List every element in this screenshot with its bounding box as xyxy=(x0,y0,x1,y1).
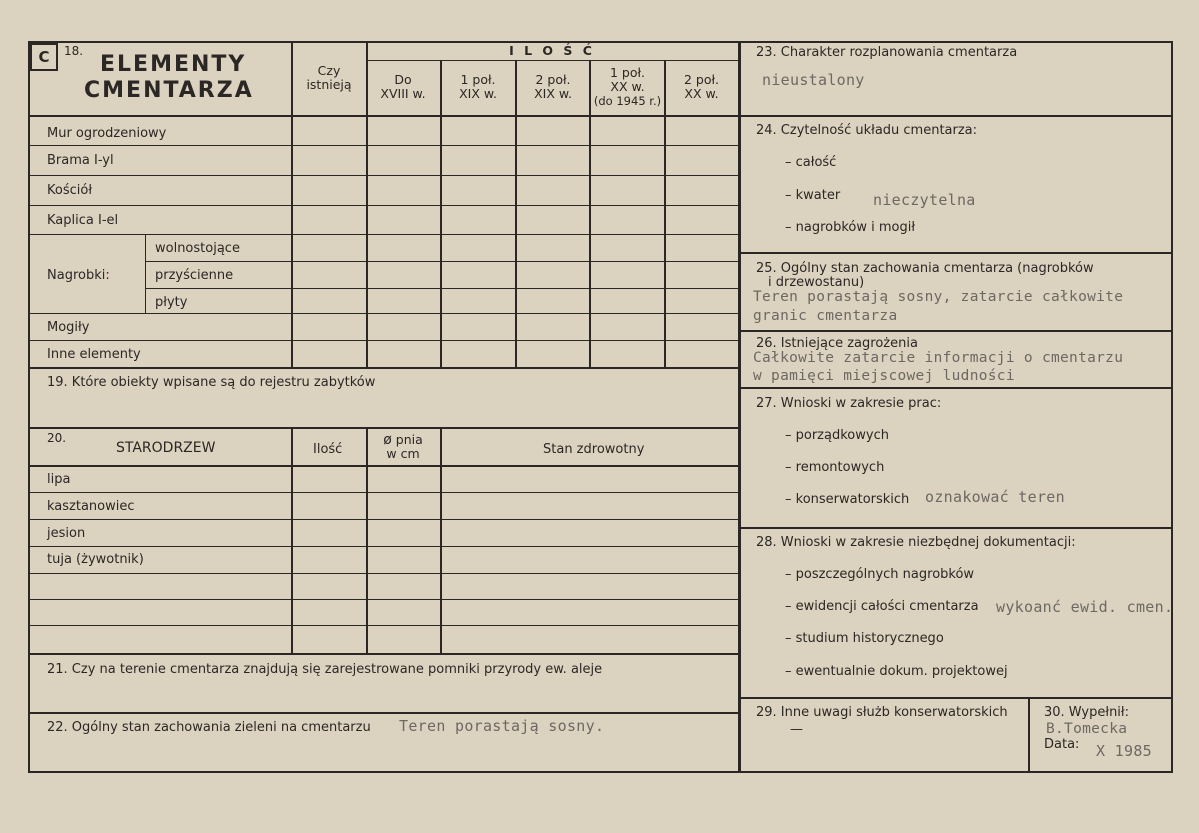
sec26-bottom xyxy=(740,387,1173,389)
tree-row-line xyxy=(30,625,738,626)
sec18-bottom xyxy=(28,367,739,369)
vline-p2 xyxy=(515,60,517,368)
sec18-row-label: Brama I-yl xyxy=(47,153,114,168)
period-col-2: 1 poł. XIX w. xyxy=(459,72,497,101)
period-col-3: 2 poł. XIX w. xyxy=(534,72,572,101)
sec24-kwater-value: nieczytelna xyxy=(873,191,976,209)
sec20-number: 20. xyxy=(47,431,67,445)
sec20-col-health: Stan zdrowotny xyxy=(543,442,645,457)
row-line xyxy=(30,313,738,314)
sec24-label: 24. Czytelność układu cmentarza: xyxy=(756,123,978,138)
sec22-value: Teren porastają sosny. xyxy=(399,717,605,735)
col-exists-line2: istnieją xyxy=(306,77,352,92)
sec30-date-value: X 1985 xyxy=(1096,742,1152,760)
sec19-label: 19. Które obiekty wpisane są do rejestru zabytków xyxy=(47,375,376,390)
sec20-vline-1 xyxy=(291,429,293,654)
sec21-bottom xyxy=(28,712,739,714)
nagrobki-vline xyxy=(145,234,146,313)
sec29-30-divider xyxy=(1028,697,1030,773)
diameter-symbol: ø xyxy=(383,432,392,448)
sec20-col-diam: ø pnia w cm xyxy=(383,432,423,461)
sec26-label: 26. Istniejące zagrożenia xyxy=(756,336,918,351)
ilosc-underline xyxy=(366,60,738,61)
sec27-bottom xyxy=(740,527,1173,529)
sec28-item: – studium historycznego xyxy=(785,631,944,646)
sec25-label-2: i drzewostanu) xyxy=(768,275,865,290)
ilosc-header: I L O Ś Ć xyxy=(509,43,595,58)
sec18-header-bottom xyxy=(28,115,739,117)
period-col-5: 2 poł. XX w. xyxy=(683,72,720,101)
sec18-title-line2: CMENTARZA xyxy=(84,78,254,103)
nagrobki-label: Nagrobki: xyxy=(47,268,110,283)
section-letter-box: C xyxy=(30,43,58,71)
sec27-item: – konserwatorskich xyxy=(785,492,910,507)
tree-row-label: kasztanowiec xyxy=(47,499,135,514)
sec23-bottom xyxy=(740,115,1173,117)
sec28-label: 28. Wnioski w zakresie niezbędnej dokumentacji: xyxy=(756,535,1076,550)
sec25-label-1: 25. Ogólny stan zachowania cmentarza (nagrobków xyxy=(756,261,1094,276)
sec21-label: 21. Czy na terenie cmentarza znajdują się zarejestrowane pomniki przyrody ew. aleje xyxy=(47,662,603,677)
sec28-item: – poszczególnych nagrobków xyxy=(785,567,975,582)
center-divider xyxy=(738,41,741,773)
tree-row-label: tuja (żywotnik) xyxy=(47,552,144,567)
sec29-label: 29. Inne uwagi służb konserwatorskich xyxy=(756,705,1008,720)
sec24-item: – całość xyxy=(785,155,837,170)
sec27-label: 27. Wnioski w zakresie prac: xyxy=(756,396,942,411)
sec20-vline-3 xyxy=(440,429,442,654)
vline-p1 xyxy=(440,60,442,368)
col-exists-line1: Czy xyxy=(317,63,341,78)
sec18-row-label: Mogiły xyxy=(47,320,90,335)
sec29-value: — xyxy=(790,722,803,737)
sec19-bottom xyxy=(28,427,739,429)
sec28-ewid-value: wykoanć ewid. cmen. xyxy=(996,598,1174,616)
sec26-value-1: Całkowite zatarcie informacji o cmentarzu xyxy=(753,350,1124,366)
sec24-item: – kwater xyxy=(785,188,841,203)
sec26-value-2: w pamięci miejscowej ludności xyxy=(753,368,1015,384)
row-line xyxy=(30,340,738,341)
sec27-konserw-value: oznakować teren xyxy=(925,488,1065,506)
sec20-header-bottom xyxy=(28,465,739,467)
frame-right xyxy=(1171,41,1173,773)
sec20-bottom xyxy=(28,653,739,655)
sec23-label: 23. Charakter rozplanowania cmentarza xyxy=(756,45,1018,60)
vline-p4 xyxy=(664,60,666,368)
frame-left xyxy=(28,41,30,773)
sec25-value-1: Teren porastają sosny, zatarcie całkowite xyxy=(753,289,1124,305)
nagrobki-sub-label: wolnostojące xyxy=(155,241,240,256)
sec28-bottom xyxy=(740,697,1173,699)
sec30-date-label: Data: xyxy=(1044,737,1080,752)
sec20-title: STARODRZEW xyxy=(116,440,216,456)
sec18-row-label: Mur ogrodzeniowy xyxy=(47,126,167,141)
nagrobki-sub-label: płyty xyxy=(155,295,188,310)
row-line xyxy=(146,288,738,289)
sec25-bottom xyxy=(740,330,1173,332)
sec28-item: – ewidencji całości cmentarza xyxy=(785,599,979,614)
vline-p3 xyxy=(589,60,591,368)
row-line xyxy=(30,145,738,146)
sec30-value: B.Tomecka xyxy=(1046,721,1128,737)
sec18-row-label: Kościół xyxy=(47,183,93,198)
sec18-title-line1: ELEMENTY xyxy=(100,52,247,77)
period-col-1: Do XVIII w. xyxy=(380,72,426,101)
tree-row-line xyxy=(30,546,738,547)
period-col-4: 1 poł. XX w. (do 1945 r.) xyxy=(593,65,662,108)
sec24-bottom xyxy=(740,252,1173,254)
row-line xyxy=(30,234,738,235)
sec24-item: – nagrobków i mogił xyxy=(785,220,916,235)
frame-top xyxy=(28,41,1173,43)
tree-row-line xyxy=(30,492,738,493)
tree-row-line xyxy=(30,599,738,600)
sec22-label: 22. Ogólny stan zachowania zieleni na cmentarzu xyxy=(47,720,371,735)
sec28-item: – ewentualnie dokum. projektowej xyxy=(785,664,1008,679)
sec20-col-qty: Ilość xyxy=(313,442,343,457)
sec18-number: 18. xyxy=(64,44,84,58)
sec18-row-label: Inne elementy xyxy=(47,347,141,362)
row-line xyxy=(30,175,738,176)
row-line xyxy=(30,205,738,206)
nagrobki-sub-label: przyścienne xyxy=(155,268,234,283)
sec23-value: nieustalony xyxy=(762,71,865,89)
sec25-value-2: granic cmentarza xyxy=(753,308,898,324)
sec27-item: – porządkowych xyxy=(785,428,889,443)
row-line xyxy=(146,261,738,262)
tree-row-label: lipa xyxy=(47,472,71,487)
sec20-vline-2 xyxy=(366,429,368,654)
col-exists-header xyxy=(292,64,366,92)
sec18-row-label: Kaplica I-el xyxy=(47,213,119,228)
frame-bottom xyxy=(28,771,1173,773)
tree-row-line xyxy=(30,573,738,574)
sec27-item: – remontowych xyxy=(785,460,885,475)
tree-row-label: jesion xyxy=(47,526,86,541)
tree-row-line xyxy=(30,519,738,520)
sec30-label: 30. Wypełnił: xyxy=(1044,705,1129,720)
